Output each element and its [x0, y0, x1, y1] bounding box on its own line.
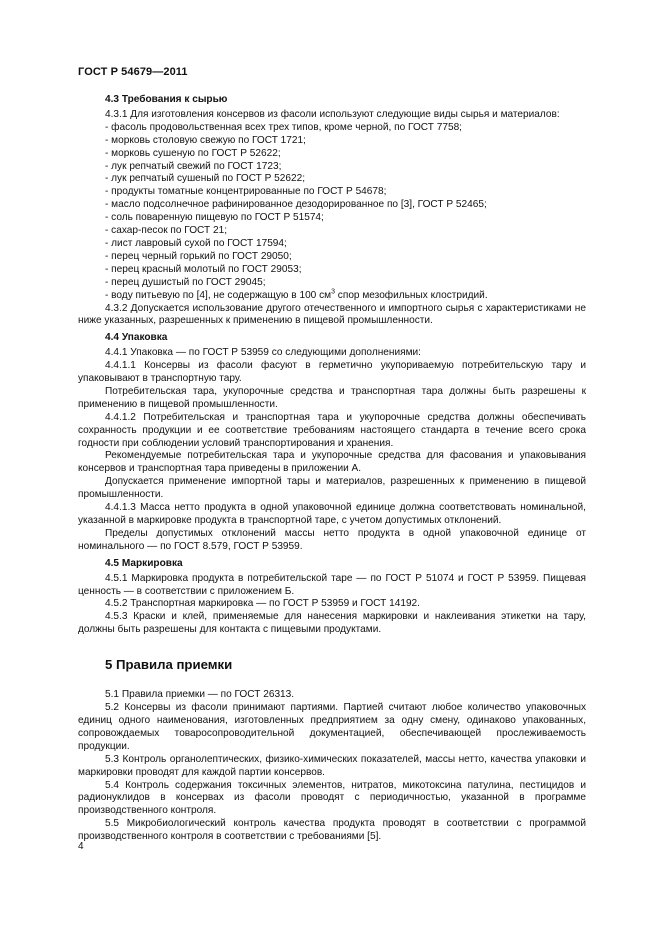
superscript-3: 3: [331, 288, 335, 296]
list-item: - лук репчатый сушеный по ГОСТ Р 52622;: [105, 173, 306, 185]
paragraph-4-4-1-1: 4.4.1.1 Консервы из фасоли фасуют в герметично укупориваемую потребительскую тару и упаковывают в транспортную тару.: [78, 360, 586, 385]
list-item-water: [78, 290, 586, 303]
paragraph-5-1: 5.1 Правила приемки — по ГОСТ 26313.: [105, 689, 295, 701]
paragraph-4-5-3: 4.5.3 Краски и клей, применяемые для нанесения маркировки и наклеивания этикетки на тару, должны быть разрешены для контакта с пищевыми продуктами.: [78, 611, 586, 636]
paragraph-5-3: 5.3 Контроль органолептических, физико-химических показателей, массы нетто, качества упаковки и маркировки проводят для каждой партии консервов.: [78, 753, 586, 778]
paragraph-4-4-1-2: 4.4.1.2 Потребительская и транспортная тара и укупорочные средства должны обеспечивать сохранность продукции и ее соответствие требованиям настоящего стандарта в течение всего срока годности при соблюдении условий транспортирования и хранения.: [78, 411, 586, 449]
list-item: - морковь столовую свежую по ГОСТ 1721;: [105, 134, 306, 146]
water-text-a: - воду питьевую по [4], не содержащую в 100 см: [105, 289, 332, 301]
section-4-4-heading: 4.4 Упаковка: [105, 332, 168, 344]
list-item: - перец черный горький по ГОСТ 29050;: [105, 250, 292, 262]
paragraph-4-5-2: 4.5.2 Транспортная маркировка — по ГОСТ Р 53959 и ГОСТ 14192.: [105, 598, 420, 610]
section-4-5-heading: 4.5 Маркировка: [105, 557, 183, 569]
list-item: - масло подсолнечное рафинированное дезодорированное по [3], ГОСТ Р 52465;: [105, 199, 487, 211]
paragraph-5-5: 5.5 Микробиологический контроль качества продукта проводят в соответствии с программой производственного контроля в соответствии с требованиями [5].: [78, 818, 586, 843]
list-item: - перец красный молотый по ГОСТ 29053;: [105, 263, 302, 275]
paragraph-5-4: 5.4 Контроль содержания токсичных элементов, нитратов, микотоксина патулина, пестицидов и радионуклидов в консервах из фасоли проводят с периодичностью, указанной в программе производственного контроля.: [78, 779, 586, 817]
list-item: - продукты томатные концентрированные по ГОСТ Р 54678;: [105, 186, 387, 198]
document-body: [78, 94, 586, 844]
document-header: ГОСТ Р 54679—2011: [78, 66, 188, 78]
paragraph-4-3-2: 4.3.2 Допускается использование другого отечественного и импортного сырья с характеристиками не ниже указанных, разрешенных к применению в пищевой промышленности.: [78, 302, 586, 327]
paragraph-5-2: 5.2 Консервы из фасоли принимают партиями. Партией считают любое количество упаковочных единиц одного наименования, изготовленных предприятием за одну смену, одинаково упакованных, сопровождаемых товаросопроводительной документацией, обеспечивающей прослеживаемость продукции.: [78, 702, 586, 752]
list-item: - лук репчатый свежий по ГОСТ 1723;: [105, 160, 282, 172]
list-item: - фасоль продовольственная всех трех типов, кроме черной, по ГОСТ 7758;: [105, 121, 462, 133]
materials-list: [78, 122, 586, 303]
paragraph-4-4-1-3: 4.4.1.3 Масса нетто продукта в одной упаковочной единице должна соответствовать номинальной, указанной в маркировке продукта в транспортной таре, с учетом допустимых отклонений.: [78, 502, 586, 526]
list-item: - лист лавровый сухой по ГОСТ 17594;: [105, 237, 287, 249]
list-item: - морковь сушеную по ГОСТ Р 52622;: [105, 147, 281, 159]
list-item: - сахар-песок по ГОСТ 21;: [105, 225, 228, 237]
paragraph-4-3-1: 4.3.1 Для изготовления консервов из фасоли используют следующие виды сырья и материалов:: [105, 108, 560, 120]
water-text-b: спор мезофильных клостридий.: [335, 289, 488, 301]
section-5-heading: 5 Правила приемки: [105, 657, 233, 673]
paragraph-4-4-1: 4.4.1 Упаковка — по ГОСТ Р 53959 со следующими дополнениями:: [105, 347, 421, 359]
paragraph-4-4-1-2-b: Рекомендуемые потребительская тара и укупорочные средства для фасования и упаковывания консервов и транспортная тара приведены в приложении А.: [78, 450, 586, 475]
paragraph-4-4-1-1-b: Потребительская тара, укупорочные средства и транспортная тара должны быть разрешены к применению в пищевой промышленности.: [78, 385, 586, 410]
list-item: - перец душистый по ГОСТ 29045;: [105, 276, 266, 288]
paragraph-4-4-1-3-b: Пределы допустимых отклонений массы нетто продукта в одной упаковочной единице от номинального — по ГОСТ 8.579, ГОСТ Р 53959.: [78, 527, 586, 552]
section-4-3-heading: 4.3 Требования к сырью: [105, 94, 228, 105]
list-item: - соль поваренную пищевую по ГОСТ Р 51574;: [105, 212, 324, 224]
paragraph-4-4-1-2-c: Допускается применение импортной тары и материалов, разрешенных к применению в пищевой промышленности.: [78, 476, 586, 501]
paragraph-4-5-1: 4.5.1 Маркировка продукта в потребительской таре — по ГОСТ Р 51074 и ГОСТ Р 53959. Пищевая ценность — в соответствии с приложением Б.: [78, 572, 586, 597]
page-number: 4: [78, 841, 84, 852]
